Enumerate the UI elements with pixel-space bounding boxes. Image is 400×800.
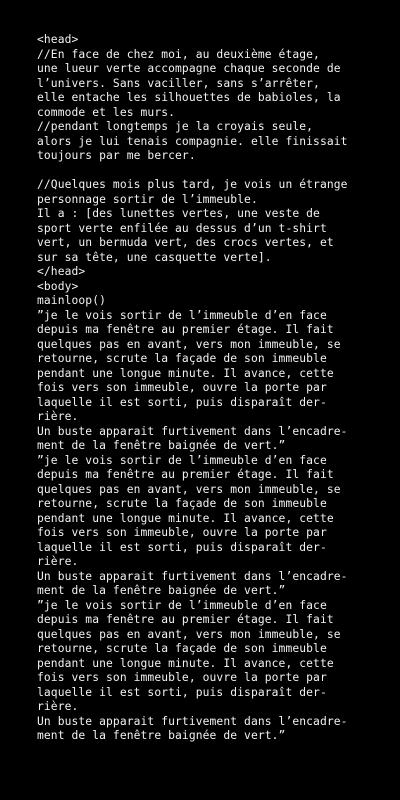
text-line: quelques pas en avant, vers mon immeuble, se: [37, 627, 341, 641]
text-line: laquelle il est sorti, puis disparaît der-: [37, 395, 327, 409]
text-line: pendant une longue minute. Il avance, cette: [37, 366, 334, 380]
text-line: <head>: [37, 33, 79, 46]
text-line: pendant une longue minute. Il avance, cette: [37, 511, 334, 525]
text-line: toujours par me bercer.: [37, 149, 196, 162]
text-line: fois vers son immeuble, ouvre la porte par: [37, 526, 327, 539]
text-line: rière.: [37, 410, 79, 423]
text-line: ment de la fenêtre baignée de vert.”: [37, 439, 286, 452]
text-line: retourne, scrute la façade de son immeuble: [37, 642, 327, 655]
text-line: Il a : [des lunettes vertes, une veste de: [37, 207, 320, 220]
text-line: depuis ma fenêtre au premier étage. Il fait: [37, 468, 334, 481]
text-line: sur sa tête, une casquette verte].: [37, 250, 272, 264]
text-line: ”je le vois sortir de l’immeuble d’en face: [37, 598, 327, 612]
text-line: <body>: [37, 279, 79, 293]
text-line: retourne, scrute la façade de son immeuble: [37, 497, 327, 510]
text-line: l’univers. Sans vaciller, sans s’arrêter,: [37, 76, 320, 90]
text-line: ment de la fenêtre baignée de vert.”: [37, 584, 286, 597]
text-line: quelques pas en avant, vers mon immeuble, se: [37, 337, 341, 351]
text-line: personnage sortir de l’immeuble.: [37, 192, 258, 206]
text-line: rière.: [37, 700, 79, 713]
text-line: depuis ma fenêtre au premier étage. Il fait: [37, 613, 334, 626]
text-line: mainloop(): [37, 294, 107, 307]
text-line: laquelle il est sorti, puis disparaît der-: [37, 540, 327, 554]
text-line: ”je le vois sortir de l’immeuble d’en face: [37, 308, 327, 322]
text-line: fois vers son immeuble, ouvre la porte par: [37, 671, 327, 684]
text-line: //pendant longtemps je la croyais seule,: [37, 120, 314, 133]
text-line: quelques pas en avant, vers mon immeuble, se: [37, 482, 341, 496]
blank-line: [37, 164, 395, 179]
text-line: vert, un bermuda vert, des crocs vertes, et: [37, 236, 334, 249]
text-line: sport verte enfilée au dessus d’un t-shirt: [37, 221, 327, 235]
text-line: alors je lui tenais compagnie. elle finissait: [37, 134, 348, 148]
text-line: retourne, scrute la façade de son immeuble: [37, 352, 327, 365]
text-line: //Quelques mois plus tard, je vois un étrange: [37, 178, 348, 191]
text-line: </head>: [37, 265, 86, 278]
text-line: Un buste apparait furtivement dans l’encadre-: [37, 714, 348, 728]
text-line: une lueur verte accompagne chaque seconde de: [37, 62, 341, 75]
text-line: depuis ma fenêtre au premier étage. Il fait: [37, 323, 334, 336]
text-line: Un buste apparait furtivement dans l’encadre-: [37, 424, 348, 438]
text-line: rière.: [37, 555, 79, 568]
text-line: ment de la fenêtre baignée de vert.”: [37, 729, 286, 742]
text-line: pendant une longue minute. Il avance, cette: [37, 656, 334, 670]
document-body: [37, 33, 395, 744]
text-line: Un buste apparait furtivement dans l’encadre-: [37, 569, 348, 583]
text-line: ”je le vois sortir de l’immeuble d’en face: [37, 453, 327, 467]
text-line: commode et les murs.: [37, 105, 176, 119]
text-line: elle entache les silhouettes de babioles, la: [37, 91, 341, 104]
text-line: laquelle il est sorti, puis disparaît der-: [37, 685, 327, 699]
text-line: fois vers son immeuble, ouvre la porte par: [37, 381, 327, 394]
text-line: //En face de chez moi, au deuxième étage,: [37, 47, 320, 61]
